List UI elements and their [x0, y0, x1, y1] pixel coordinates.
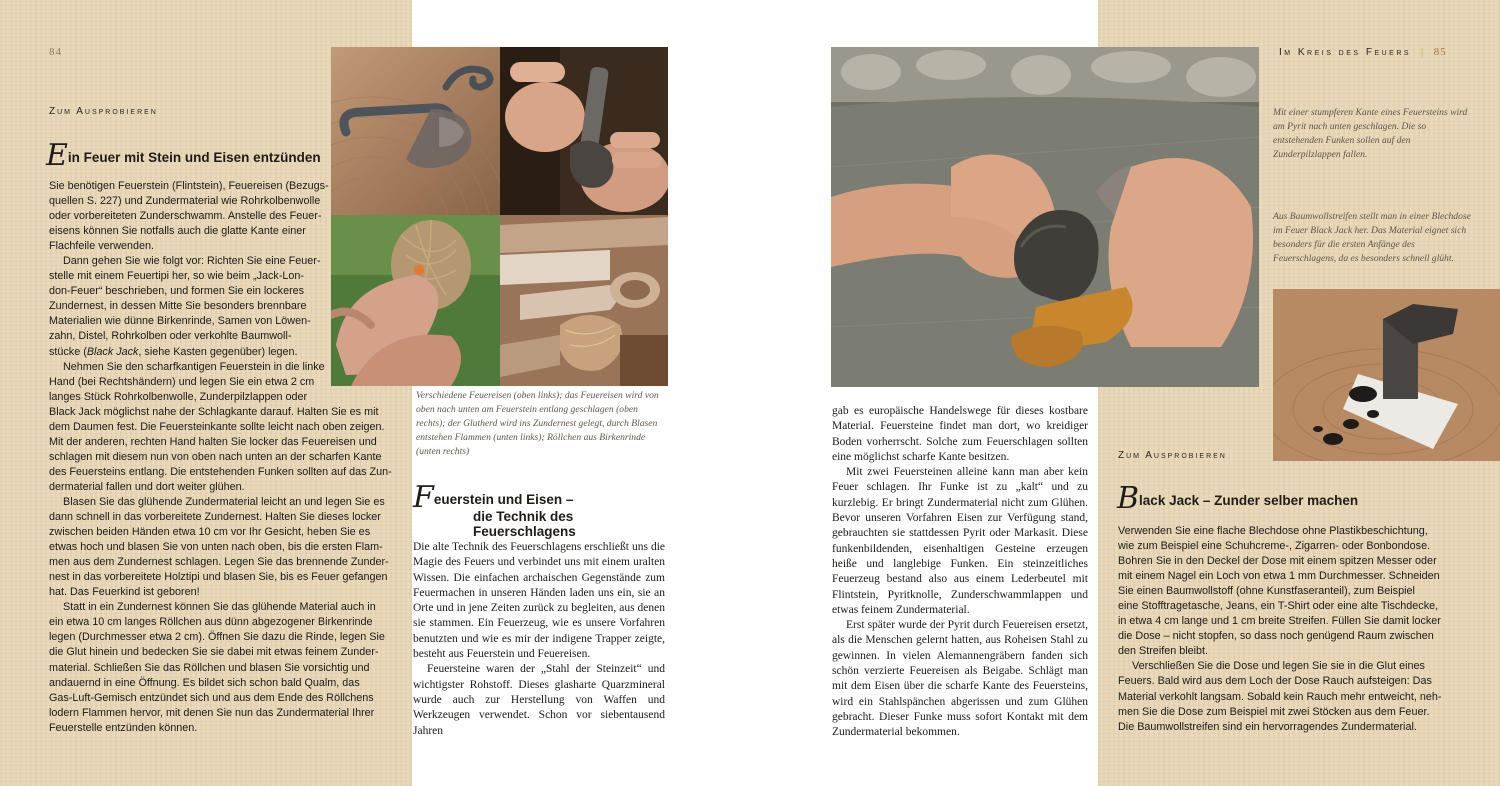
text-line: eisens können Sie notfalls auch die glatte Kante einer [49, 225, 306, 238]
text-line: Nehmen Sie den scharfkantigen Feuerstein in die linke [63, 360, 325, 373]
drop-cap-b: B [1117, 481, 1140, 516]
text-line: hat. Das Feuerkind ist geboren! [49, 586, 200, 599]
text-line: etwas hoch und blasen Sie von unten nach oben, bis die ersten Flam- [49, 541, 383, 554]
text-line: Material verkohlt langsam. Sobald kein Rauch mehr entweicht, neh- [1118, 690, 1442, 703]
text-line: Feuers. Bald wird aus dem Loch der Dose Rauch aufsteigen: Das [1118, 675, 1432, 688]
photo-caption-left: Verschiedene Feuereisen (oben links); das Feuereisen wird von oben nach unten am Feuerstein entlang geschlagen (oben rechts); der Glutherd wird ins Zundernest gelegt, durch Blasen entstehen Flammen (unten links); Röllchen aus Birkenrinde (unten rechts) [416, 390, 659, 457]
text-line: quellen S. 227) und Zundermaterial wie Rohrkolbenwolle [49, 195, 321, 208]
text-line: langes Stück Rohrkolbenwolle, Zunderpilzlappen oder [49, 390, 308, 403]
text-line: wie zum Beispiel eine Schuhcreme-, Zigarren- oder Bonbondose. [1118, 540, 1431, 553]
section-paragraph: Feuersteine waren der „Stahl der Steinzeit“ und wichtigster Rohstoff. Dieses glasharte Quarzmineral wurde auch zur Herstellung von Waffen und Werkzeugen verwendet. Schon vor siebentausend Jahren [413, 663, 665, 737]
section-heading-line-1: euerstein und Eisen – [433, 492, 574, 507]
text-line: nest in das vorbereitete Holztipi und blasen Sie, bis es Feuer gefangen [49, 571, 388, 584]
title-text: in Feuer mit Stein und Eisen entzünden [67, 150, 321, 165]
photo-flint-pyrite [831, 47, 1259, 387]
text-line: Zundernest, in dessen Mitte Sie besonders brennbare [49, 300, 307, 313]
text-line: des Feuersteins entlang. Die entstehenden Funken sollten auf das Zun- [49, 465, 392, 478]
section-paragraph: Die alte Technik des Feuerschlagens erschließt uns die Magie des Feuers und verbindet uns mit einem uralten Wissen. Die einfachen archaischen Gegenstände zum Feuermachen in unseren Händen laden uns ein, sie an Orte und in jene Zeiten zurück zu begleiten, aus denen sie stammen. Ein Feuerzeug, wie es unsere Vorfahren benutzten und wie es mir der indigene Trapper zeigte, besteht aus Feuerstein und Feuereisen. [413, 541, 665, 661]
text-line: mit einem Nagel ein Loch von etwa 1 mm Durchmesser. Schneiden [1118, 570, 1440, 583]
text-line: oder vorbereiteten Zunderschwamm. Anstelle des Feuer- [49, 210, 322, 223]
running-head-divider: | [1420, 46, 1425, 58]
text-line: stücke (Black Jack, siehe Kasten gegenüber) legen. [49, 345, 298, 358]
text-line: andauernd in eine Öffnung. Es bildet sich schon bald Qualm, das [49, 676, 360, 689]
text-line: Dann gehen Sie wie folgt vor: Richten Sie eine Feuer- [63, 255, 321, 268]
text-line: dermaterial fallen und dort weiter glühen. [49, 480, 245, 493]
text-line: Flachfeile verwenden. [49, 240, 155, 253]
box-body [1118, 524, 1448, 735]
page-number-right: 85 [1433, 46, 1447, 58]
text-line: stelle mit einem Feuertipi her, so wie beim „Jack-Lon- [49, 270, 305, 283]
running-head-title: Im Kreis des Feuers [1279, 47, 1412, 58]
photo-striking-hands [500, 47, 668, 215]
text-line: Die Baumwollstreifen sind ein hervorragendes Zundermaterial. [1118, 720, 1417, 733]
section-body-left [413, 540, 665, 739]
text-line: die Dose – nicht stopfen, so dass noch genügend Raum zwischen [1118, 630, 1434, 643]
drop-cap-f: F [413, 480, 434, 515]
text-line: die Glut hinein und bedecken Sie sie dabei mit etwas feinem Zunder- [49, 646, 379, 659]
text-line: Gas-Luft-Gemisch entzündet sich und aus dem Ende des Röllchens [49, 691, 374, 704]
section-heading-line-2: die Technik des Feuerschlagens [473, 509, 576, 539]
right-paragraph: Erst später wurde der Pyrit durch Feuereisen ersetzt, als die Menschen gelernt hatten, aus Roheisen Stahl zu gewinnen. In vielen Alemannengräbern fanden sich schön verzierte Feuereisen als Beigabe. Schlägt man mit dem Eisen über die scharfe Kante des Feuersteins, wird ein Stahlspänchen abgerissen und zum Glühen gebracht. Dieser Funke muss sofort Kontakt mit dem Zundermaterial bekommen. [832, 619, 1088, 739]
kicker-right: Zum Ausprobieren [1118, 450, 1227, 461]
text-line: Sie einen Baumwollstoff (ohne Kunstfaseranteil), zum Beispiel [1118, 585, 1415, 598]
text-line: schlagen mit diesem nun von oben nach unten an der scharfen Kante [49, 450, 382, 463]
kicker-left: Zum Ausprobieren [49, 106, 158, 117]
text-line: Materialien wie dünne Birkenrinde, Samen von Löwen- [49, 315, 311, 328]
box-heading-text: lack Jack – Zunder selber machen [1139, 493, 1359, 508]
text-line: Verschließen Sie die Dose und legen Sie sie in die Glut eines [1132, 660, 1425, 673]
text-line: eine Stofftragetasche, Jeans, ein T-Shirt oder eine alte Tischdecke, [1118, 600, 1439, 613]
text-line: den Streifen bleibt. [1118, 645, 1209, 658]
right-body [832, 404, 1088, 741]
text-line: Blasen Sie das glühende Zundermaterial leicht an und legen Sie es [63, 495, 385, 508]
text-line: don-Feuer“ beschrieben, und formen Sie ein lockeres [49, 285, 305, 298]
right-paragraph: gab es europäische Handelswege für dieses kostbare Material. Feuersteine findet man dort, wo kreidiger Boden vorherrscht. Solche zum Feuerschlagen sollten eine möglichst scharfe Kante besitzen. [832, 405, 1088, 463]
text-line: men aus dem Zundernest schlagen. Legen Sie das brennende Zunder- [49, 556, 389, 569]
text-line: legen (Durchmesser etwa 2 cm). Öffnen Sie dazu die Rinde, legen Sie [49, 631, 385, 644]
page-number-left: 84 [49, 46, 62, 58]
text-line: Verwenden Sie eine flache Blechdose ohne Plastikbeschichtung, [1118, 525, 1428, 537]
text-line: zahn, Distel, Rohrkolben oder verkohlte Baumwoll- [49, 330, 292, 343]
text-line: ein etwa 10 cm langes Röllchen aus dünn abgezogener Birkenrinde [49, 616, 373, 629]
caption-middle-right: Aus Baumwollstreifen stellt man in einer Blechdose im Feuer Black Jack her. Das Material eignet sich besonders für die ersten Anfänge des Feuerschlagens, da es besonders schnell glüht. [1273, 211, 1471, 264]
photo-birch-rolls [500, 215, 668, 386]
right-paragraph: Mit zwei Feuersteinen alleine kann man aber kein Feuer schlagen. Ihr Funke ist zu „kalt“ und zu kurzlebig. Er bringt Zundermaterial nicht zum Glühen. Bevor unseren Vorfahren Eisen zur Verfügung stand, gebrauchten sie stattdessen Pyrit oder Markasit. Diese funkenbildenden, eisenhaltigen Gesteine erzeugen heiße und langlebige Funken. Ein steinzeitliches Feuerzeug bestand also aus einem Lederbeutel mit Flintstein, Pyritknolle, Zunderschwammlappen und etwas feinem Zundermaterial. [832, 466, 1088, 616]
photo-tinder-nest [331, 215, 500, 386]
text-line: Bohren Sie in den Deckel der Dose mit einem spitzen Messer oder [1118, 555, 1437, 568]
box-heading [1117, 481, 1487, 516]
caption-top-right: Mit einer stumpferen Kante eines Feuersteins wird am Pyrit nach unten geschlagen. Die so entstehenden Funken sollen auf den Zunderpilzlappen fallen. [1273, 107, 1468, 160]
text-line: Feuerstelle entzünden können. [49, 721, 198, 734]
section-heading [413, 480, 673, 539]
drop-cap-e: E [46, 138, 68, 173]
text-line: Sie benötigen Feuerstein (Flintstein), Feuereisen (Bezugs- [49, 180, 329, 192]
text-line: Mit der anderen, rechten Hand halten Sie locker das Feuereisen und [49, 435, 377, 448]
text-line: material. Schließen Sie das Röllchen und blasen Sie vorsichtig und [49, 661, 370, 674]
text-line: zwischen beiden Händen etwa 10 cm vor Ihr Gesicht, heben Sie es [49, 526, 371, 539]
text-line: Statt in ein Zundernest können Sie das glühende Material auch in [63, 601, 376, 614]
text-line: lodern Flammen hervor, mit denen Sie nun das Zundermaterial Ihrer [49, 706, 375, 719]
text-line: men Sie die Dose zum Beispiel mit zwei Stöcken aus dem Feuer. [1118, 705, 1430, 718]
text-line: Black Jack möglichst nahe der Schlagkante darauf. Halten Sie es mit [49, 405, 379, 418]
photo-black-jack-tin [1273, 289, 1500, 461]
photo-fire-irons [331, 47, 500, 215]
text-line: in etwa 4 cm lange und 1 cm breite Streifen. Füllen Sie damit locker [1118, 615, 1441, 628]
text-line: dem Daumen fest. Die Feuersteinkante sollte leicht nach oben zeigen. [49, 420, 385, 433]
text-line: dann schnell in das vorbereitete Zundernest. Halten Sie dieses locker [49, 511, 381, 524]
text-line: Hand (bei Rechtshändern) und legen Sie ein etwa 2 cm [49, 375, 315, 388]
running-head [1279, 46, 1447, 58]
